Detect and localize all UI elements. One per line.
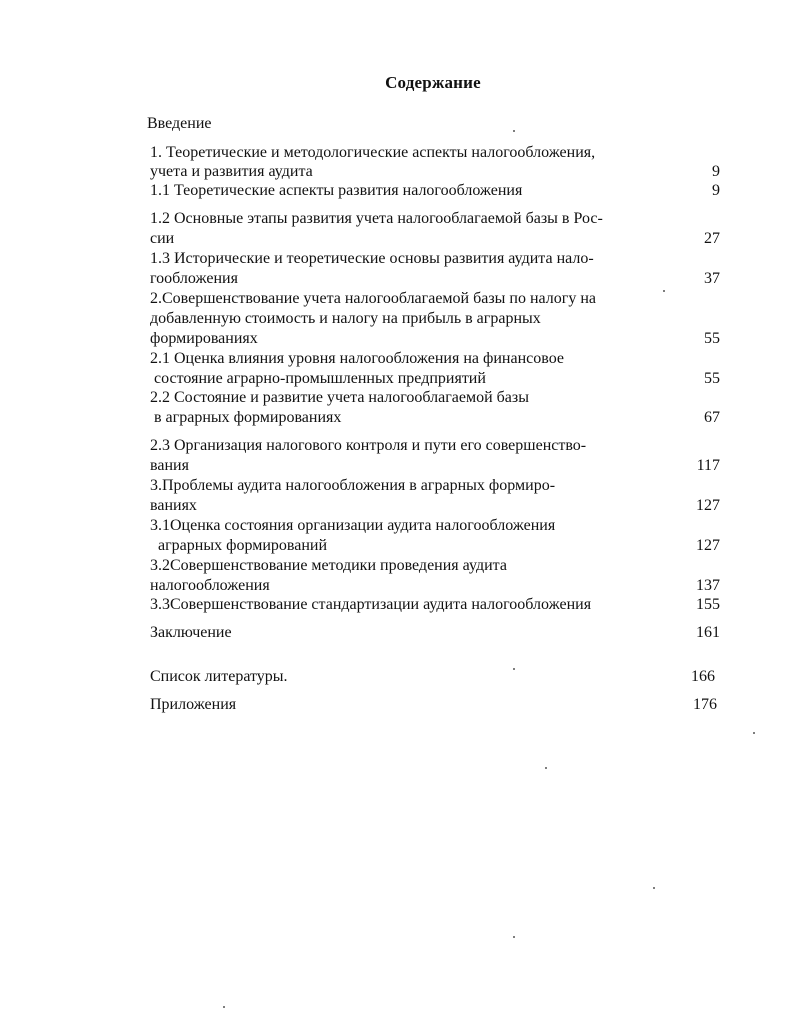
toc-entry-line: гообложения (150, 270, 238, 287)
scan-speck (545, 767, 547, 769)
toc-page-number: 155 (696, 596, 720, 613)
toc-page-number: 176 (693, 696, 717, 713)
toc-entry-line: 3.Проблемы аудита налогообложения в аграрных формиро- (150, 477, 556, 494)
toc-intro: Введение (147, 115, 212, 132)
toc-page-number: 37 (704, 270, 720, 287)
scan-speck (513, 668, 515, 670)
toc-page-number: 161 (696, 624, 720, 641)
toc-page-number: 27 (704, 230, 720, 247)
toc-entry-line: вания (150, 457, 189, 474)
page-title: Содержание (385, 73, 481, 92)
toc-entry-line: 1.3 Исторические и теоретические основы развития аудита нало- (150, 250, 594, 267)
toc-page-number: 166 (691, 668, 715, 685)
toc-page-number: 9 (712, 182, 720, 199)
toc-entry-line: учета и развития аудита (150, 163, 313, 180)
toc-entry-line: сии (150, 230, 175, 247)
toc-page-number: 55 (704, 370, 720, 387)
toc-page-number: 137 (696, 577, 720, 594)
toc-entry-line: Приложения (150, 696, 237, 713)
toc-entry-line: добавленную стоимость и налогу на прибыль в аграрных (150, 310, 541, 327)
scan-speck (513, 130, 515, 132)
toc-page-number: 55 (704, 330, 720, 347)
scan-speck (653, 887, 655, 889)
toc-entry-line: аграрных формирований (150, 537, 328, 554)
toc-entry-line: Заключение (150, 624, 232, 641)
toc-entry-line: 3.1Оценка состояния организации аудита налогообложения (150, 517, 556, 534)
toc-entry-line: Список литературы. (150, 668, 288, 685)
toc-entry-line: налогообложения (150, 577, 270, 594)
toc-entry-line: 2.1 Оценка влияния уровня налогообложения на финансовое (150, 350, 564, 367)
toc-entry-line: 2.Совершенствование учета налогооблагаемой базы по налогу на (150, 290, 596, 307)
toc-page-number: 67 (704, 409, 720, 426)
toc-entry-line: 1. Теоретические и методологические аспекты налогообложения, (150, 144, 596, 161)
toc-entry-line: 2.2 Состояние и развитие учета налогооблагаемой базы (150, 389, 529, 406)
toc-entry-line: 3.3Совершенствование стандартизации аудита налогообложения (150, 596, 592, 613)
toc-entry-line: формированиях (150, 330, 258, 347)
scan-speck (753, 732, 755, 734)
scan-speck (663, 290, 665, 292)
toc-entry-line: 1.1 Теоретические аспекты развития налогообложения (150, 182, 523, 199)
toc-page-number: 127 (696, 537, 720, 554)
toc-entry-line: 2.3 Организация налогового контроля и пути его совершенство- (150, 437, 587, 454)
toc-entry-line: состояние аграрно-промышленных предприятий (150, 370, 486, 387)
toc-entry-line: ваниях (150, 497, 197, 514)
scan-speck (513, 936, 515, 938)
toc-entry-line: в аграрных формированиях (150, 409, 342, 426)
toc-page-number: 9 (712, 163, 720, 180)
toc-entry-line: 3.2Совершенствование методики проведения аудита (150, 557, 507, 574)
toc-entry-line: 1.2 Основные этапы развития учета налогооблагаемой базы в Рос- (150, 210, 603, 227)
toc-page-number: 117 (696, 457, 720, 474)
toc-page-number: 127 (696, 497, 720, 514)
scan-speck (223, 1006, 225, 1008)
